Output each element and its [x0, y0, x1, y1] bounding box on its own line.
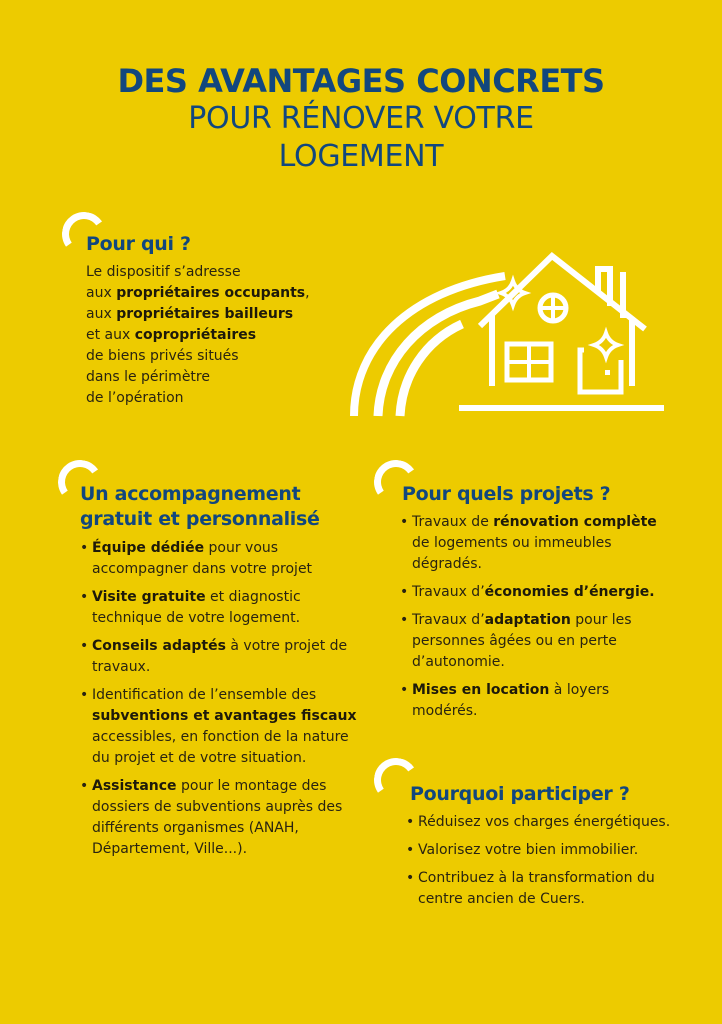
list-item: • Travaux d’adaptation pour les personnes âgées ou en perte d’autonomie.: [400, 610, 674, 673]
section-heading: Pourquoi participer ?: [410, 783, 630, 805]
text-line: aux propriétaires occupants,: [86, 285, 310, 301]
pour-qui-text: [86, 262, 352, 409]
section-participer: [374, 758, 694, 917]
list-item: • Assistance pour le montage des dossiers de subventions auprès des différents organismes (ANAH, Département, Ville...).: [80, 776, 358, 860]
list-item: • Contribuez à la transformation du centre ancien de Cuers.: [406, 868, 694, 910]
list-item: • Travaux de rénovation complète de logements ou immeubles dégradés.: [400, 512, 674, 575]
list-item: • Identification de l’ensemble des subventions et avantages fiscaux accessibles, en fonction de la nature du projet et de votre situation.: [80, 685, 358, 769]
text-line: dans le périmètre: [86, 369, 210, 385]
list-item: • Réduisez vos charges énergétiques.: [406, 812, 694, 833]
section-heading: Pour qui ?: [86, 233, 191, 255]
section-heading: Pour quels projets ?: [402, 483, 611, 505]
section-heading: [80, 482, 358, 532]
list-item: • Conseils adaptés à votre projet de travaux.: [80, 636, 358, 678]
heading-line-2: gratuit et personnalisé: [80, 508, 320, 530]
page-title: [0, 62, 722, 176]
text-line: aux propriétaires bailleurs: [86, 306, 294, 322]
list-item: • Valorisez votre bien immobilier.: [406, 840, 694, 861]
list-item: • Visite gratuite et diagnostic technique de votre logement.: [80, 587, 358, 629]
section-pour-qui: [62, 212, 352, 409]
title-line-3: LOGEMENT: [278, 139, 444, 174]
list-item: • Équipe dédiée pour vous accompagner dans votre projet: [80, 538, 358, 580]
accompagnement-list: [80, 538, 358, 860]
title-line-1: DES AVANTAGES CONCRETS: [117, 62, 605, 100]
heading-line-1: Un accompagnement: [80, 483, 301, 505]
section-projets: [374, 460, 674, 729]
text-line: de l’opération: [86, 390, 184, 406]
text-line: de biens privés situés: [86, 348, 239, 364]
list-item: • Travaux d’économies d’énergie.: [400, 582, 674, 603]
list-item: • Mises en location à loyers modérés.: [400, 680, 674, 722]
text-line: Le dispositif s’adresse: [86, 264, 241, 280]
house-with-rainbow-icon: [340, 236, 680, 426]
participer-list: [406, 812, 694, 910]
projets-list: [400, 512, 674, 722]
section-accompagnement: [58, 460, 358, 867]
title-line-2: POUR RÉNOVER VOTRE: [188, 101, 534, 136]
text-line: et aux copropriétaires: [86, 327, 257, 343]
